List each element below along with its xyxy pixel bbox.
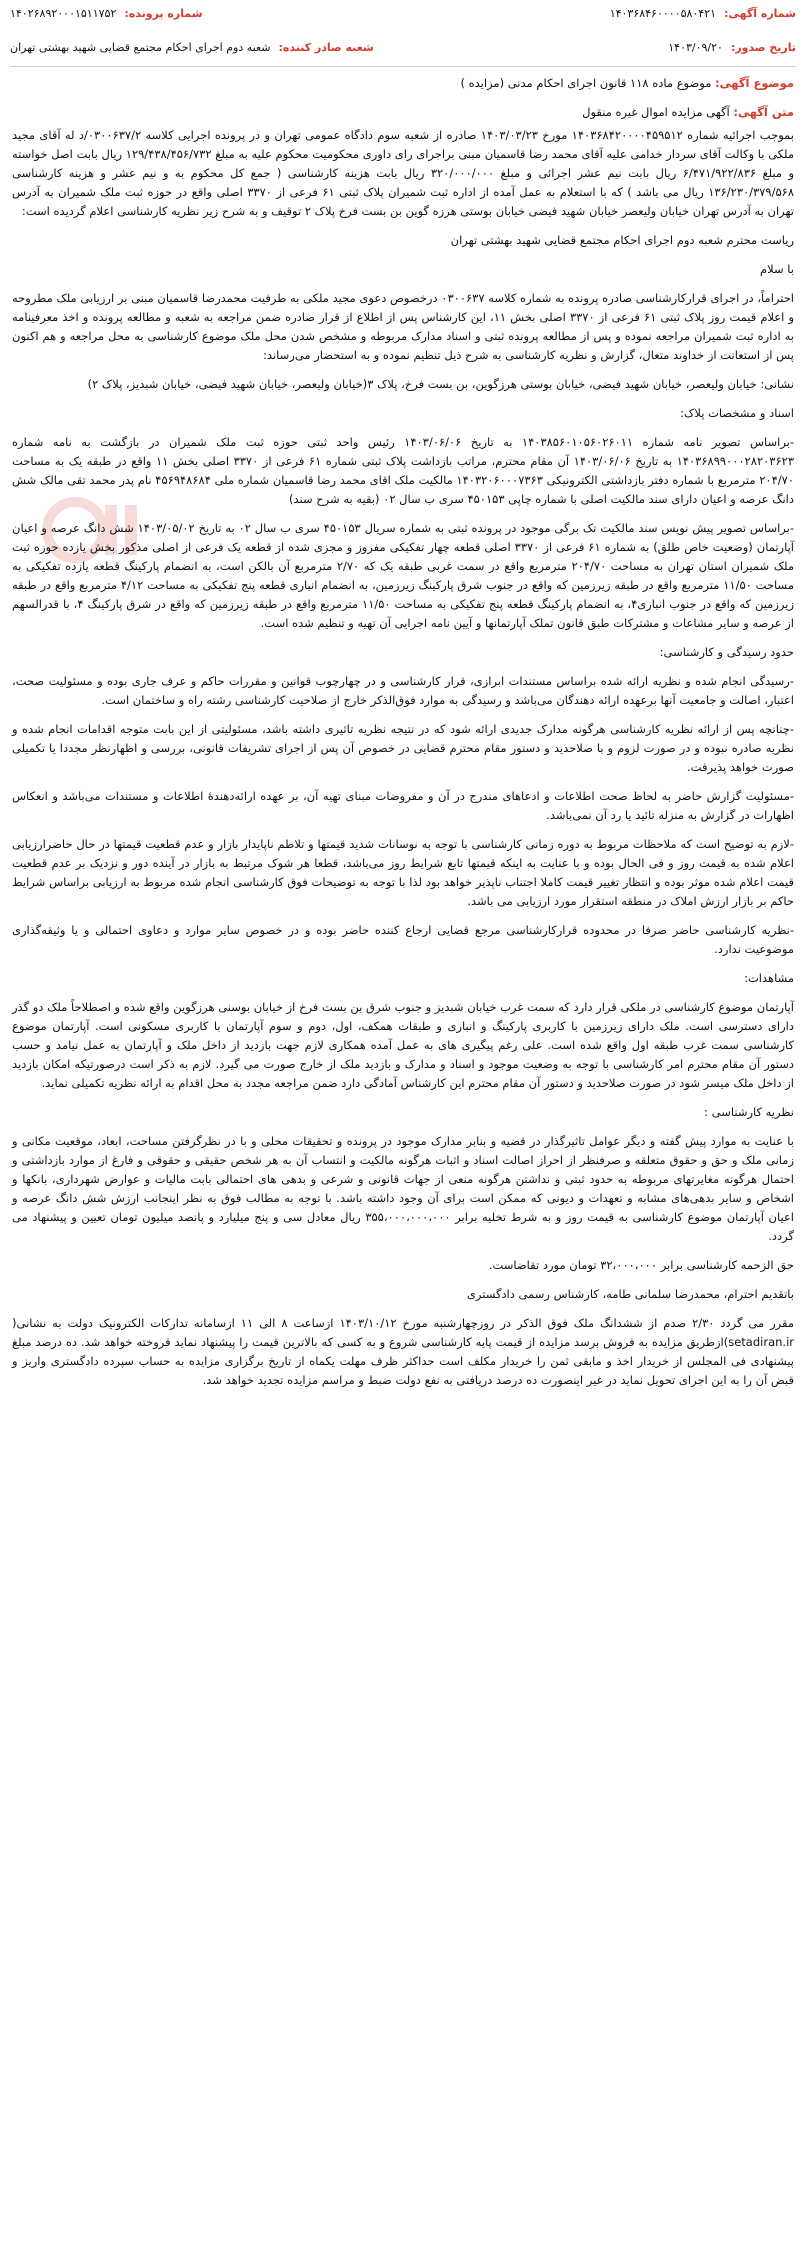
paragraph-observations: آپارتمان موضوع کارشناسی در ملکی قرار دارد که سمت غرب خیابان شبدیز و جنوب شرق بن بست فرخ از خیابان بوسنی هرزگوین واقع شده و اصطلاحاً ملک دو گذر دارای دسترسی است. ملک دارای زیرزمین با کاربری پارکینگ و انباری و طبقات همکف، اول، دوم و سوم آپارتمان با کاربری مسکونی است. آپارتمان موضوع کارشناسی سمت غرب طبقه اول واقع شده است. علی رغم پیگیری های به عمل آمده همکاری لازم جهت بازدید از داخل ملک و آپارتمان به عمل نیامد و حسب دستور آن مقام محترم امر کارشناسی با توجه به وضعیت موجود و اسناد و مدارک و بازدید ملک از خارج صورت می گیرد. لازم به ذکر است درصورتیکه امکان بازدید از داخل ملک میسر شود در صورت صلاحدید و دستور آن مقام محترم این کارشناس آمادگی دارد ضمن مراجعه مجدد به محل اقدام به ارائه نظریه تکمیلی نماید. bbox=[12, 1000, 794, 1090]
case-number: ۱۴۰۲۶۸۹۲۰۰۰۱۵۱۱۷۵۲ bbox=[10, 7, 117, 20]
paragraph-scope-3: -مسئولیت گزارش حاضر به لحاظ صحت اطلاعات و ادعاهای مندرج در آن و مفروضات مبنای تهیه آن، بر عهده ارائه‌دهندهٔ اطلاعات و مستندات می‌باشد و انعکاس اظهارات در گزارش به منزله تائید یا رد آن نمی‌باشد. bbox=[12, 789, 794, 822]
paragraph-document-1: -براساس تصویر نامه شماره ۱۴۰۳۸۵۶۰۱۰۵۶۰۲۶۰۱۱ به تاریخ ۱۴۰۳/۰۶/۰۶ رئیس واحد ثبتی حوزه ثبت ملک شمیران در بازگشت به نامه شماره ۱۴۰۳۶۸۹۹۰۰۰۲۸۲۰۳۶۲۳ به تاریخ ۱۴۰۳/۰۶/۰۶ آن مقام محترم، مراتب بازداشت پلاک ثبتی شماره ۶۱ فرعی از ۳۳۷۰ اصلی بخش ۱۱ واقع در طبقه یک به مساحت ۲۰۴/۷۰ مترمربع با شماره دفتر بازداشتی الکترونیکی ۱۴۰۳۲۰۶۰۰۰۷۳۶۳ مالکیت ملک اقای محمد رضا قاسمیان شماره ملی ۴۵۶۹۴۸۶۸۴ نام پدر محمد تقی مالک شش دانگ عرصه و اعیان دارای سند مالکیت اصلی با شماره چاپی ۴۵۰۱۵۳ سری ب سال ۰۲ (بقیه به شرح سند) bbox=[12, 435, 795, 506]
header-divider bbox=[10, 66, 796, 67]
paragraph-auction: مقرر می گردد ۲/۳۰ صدم از ششدانگ ملک فوق الذکر در روزچهارشنبه مورخ ۱۴۰۳/۱۰/۱۲ ازساعت ۸ الی ۱۱ ازسامانه تدارکات الکترونیک دولت به نشانی( setadiran.ir)ازطریق مزایده به فروش برسد مزایده از قیمت پایه کارشناسی شروع و به کسی که بالاترین قیمت را پیشنهاد نماید فروخته خواهد شد. ده درصد مبلغ پیشنهادی فی المجلس از خریدار اخذ و مابقی ثمن را خریدار مکلف است حداکثر ظرف مهلت یکماه از تاریخ برگزاری مزایده به حساب سپرده دادگستری واریز و قبض آن را به این اجرای تحویل نماید در غیر اینصورت ده درصد دریافتی به نفع دولت ضبط و مراسم مزایده تجدید خواهد شد. bbox=[12, 1316, 794, 1387]
subject-label: موضوع آگهی: bbox=[715, 76, 794, 90]
heading-scope: حدود رسیدگی و کارشناسی: bbox=[659, 645, 794, 659]
heading-documents: اسناد و مشخصات پلاک: bbox=[680, 406, 794, 420]
ad-header bbox=[10, 0, 796, 60]
paragraph-scope-2: -چنانچه پس از ارائه نظریه کارشناسی هرگونه مدارک جدیدی ارائه شود که در نتیجه نظریه تاثیری داشته باشد، مسئولیتی از این بابت متوجه اقدامات انجام شده و نظریه صادره نبوده و در صورت لزوم و با صلاحدید و دستور مقام محترم قضایی در خصوص آن پس از اجرای تشریفات قانونی، بررسی و اظهارنظر مجددا یا تکمیلی صورت خواهد پذیرفت. bbox=[12, 722, 794, 774]
paragraph-opinion: با عنایت به موارد پیش گفته و دیگر عوامل تاثیرگذار در قضیه و بنابر مدارک موجود در پرونده و تحقیقات محلی و با در نظرگرفتن مساحت، ابعاد، موقعیت مکانی و زمانی ملک و حق و حقوق متعلقه و صرفنظر از احراز اصالت اسناد و اثبات هرگونه مالکیت و انتساب آن به هر شخص حقیقی و حقوقی و فارغ از موارد بازداشتی و احتمال هرگونه مغایرتهای مربوطه به حدود ثبتی و نداشتن هرگونه منعی از جهات قانونی و شرعی و بدهی های احتمالی بابت مالیات و عوارض شهرداری، بانکها و اشخاص و سایر بدهی‌های مشابه و تعهدات و دیونی که ممکن است برای آن وجود داشته باشد. با توجه به مطالب فوق به نظر اینجانب ارزش شش دانگ عرصه و اعیان آپارتمان موضوع کارشناسی به قیمت روز و به شرط تخلیه برابر ۳۵۵،۰۰۰،۰۰۰،۰۰۰ ریال معادل سی و پنج میلیارد و پانصد میلیون تومان تعیین و پیشنهاد می گردد. bbox=[12, 1134, 794, 1243]
issue-date-row bbox=[668, 38, 796, 58]
paragraph-greeting: با سلام bbox=[760, 262, 794, 276]
paragraph-scope-4: -لازم به توضیح است که ملاحظات مربوط به دوره زمانی کارشناسی با توجه به نوسانات شدید قیمتها و تلاطم ناپایدار بازار و عدم قطعیت قیمتها در حال حاضرارزیابی اعلام شده به قیمت روز و فی الحال بوده و با عنایت به اینکه قیمتها تابع شرایط روز می‌باشد، قطعا هر شوک مرتبط به بازار در آینده دور و نزدیک بر عدم قطعیت قیمت اعلام شده موثر بوده و انتظار تغییر قیمت کاملا اجتناب ناپذیر خواهد بود لذا با توجه به توضیحات فوق کارشناسی انجام شده مربوط به ارزیابی براساس شرایط حاکم بر بازار ارزش املاک در منطقه استقرار مورد ارزیابی می باشد. bbox=[12, 837, 794, 908]
branch-row bbox=[10, 38, 374, 58]
heading-observations: مشاهدات: bbox=[744, 971, 794, 985]
issue-date-label: تاریخ صدور: bbox=[730, 41, 796, 54]
subject-text: موضوع ماده ۱۱۸ قانون اجرای احکام مدنی (مزایده ) bbox=[460, 76, 712, 90]
paragraph-fee: حق الزحمه کارشناسی برابر ۳۲،۰۰۰،۰۰۰ تومان مورد تقاضاست. bbox=[488, 1258, 794, 1272]
paragraph-scope-5: -نظریه کارشناسی حاضر صرفا در محدوده قرارکارشناسی مرجع قضایی ارجاع کننده حاضر بوده و در خصوص سایر موارد و دعاوی احتمالی و یا وثیقه‌گذاری موضوعیت ندارد. bbox=[12, 923, 794, 956]
paragraph-addressee: ریاست محترم شعبه دوم اجرای احکام مجتمع قضایی شهید بهشتی تهران bbox=[450, 233, 794, 247]
paragraph-document-2: -براساس تصویر پیش نویس سند مالکیت تک برگی موجود در پرونده ثبتی به شماره سریال ۴۵۰۱۵۳ سری ب سال ۰۲ به تاریخ ۱۴۰۳/۰۵/۰۲ شش دانگ عرصه و اعیان آپارتمان (وضعیت خاص طلق) به شماره ۶۱ فرعی از ۳۳۷۰ اصلی قطعه چهار تفکیکی مفروز و مجزی شده از قطعه یک فرعی از اصلی مذکور بخش یازده حوزه ثبت ملک شمیران استان تهران به مساحت ۲۰۴/۷۰ مترمربع واقع در سمت غربی طبقه یک که ۲/۷۰ مترمربع آن بالکن است، به انضمام پارکینگ قطعه یازده تفکیکی به مساحت ۱۱/۵۰ مترمربع واقع در طبقه زیرزمین که واقع در جنوب شرق پارکینگ زیرزمین، به انضمام انباری قطعه پنج تفکیکی به مساحت ۴/۱۲ مترمربع واقع در طبقه زیرزمین که واقع در جنوب انباری۴، به انضمام پارکینگ قطعه پنج تفکیکی به مساحت ۱۱/۵۰ مترمربع واقع در طبقه زیرزمین که واقع در شرق پارکینگ ۴، با قدرالسهم از عرصه و سایر مشاعات و مشترکات طبق قانون تملک آپارتمانها و آیین نامه اجرایی آن تهیه و تنظیم شده است. bbox=[12, 521, 795, 630]
case-number-label: شماره پرونده: bbox=[124, 7, 203, 20]
issue-date: ۱۴۰۳/۰۹/۲۰ bbox=[668, 41, 723, 54]
branch-label: شعبه صادر کننده: bbox=[278, 41, 374, 54]
heading-opinion: نظریه کارشناسی : bbox=[704, 1105, 794, 1119]
text-title: آگهی مزایده اموال غیره منقول bbox=[582, 105, 730, 119]
paragraph-signature: باتقدیم احترام، محمدرضا سلمانی طامه، کارشناس رسمی دادگستری bbox=[466, 1287, 794, 1301]
paragraph-scope-1: -رسیدگی انجام شده و نظریه ارائه شده براساس مستندات ابرازی، قرار کارشناسی و در چهارچوب قوانین و مقررات حاکم و عرف جاری بوده و مسئولیت صحت، اعتبار، اصالت و جامعیت آنها برعهده ارائه دهندگان می‌باشد و رسیدگی به موارد فوق‌الذکر خارج از صلاحیت کارشناسی رشته راه و ساختمان است. bbox=[12, 674, 794, 707]
subject-line bbox=[12, 74, 794, 93]
paragraph-intro: احتراماً، در اجرای قرارکارشناسی صادره پرونده به شماره کلاسه ۰۳۰۰۶۳۷ درخصوص دعوی مجید ملکی به طرفیت محمدرضا قاسمیان مبنی بر ارزیابی ملک مطروحه و اعلام قیمت روز پلاک ثبتی ۶۱ فرعی از ۳۳۷۰ اصلی بخش ۱۱، این کارشناس پس از اطلاع از قرار صادره ضمن مراجعه به شعبه و مطالعه پرونده و اخذ معرفینامه به اداره ثبت شمیران مراجعه نموده و پس از مطالعه پرونده ثبتی و اسناد مدارک مربوطه و مشخص شدن محل ملک موضوع کارشناسی به محل مراجعه و هم اکنون پس از استعانت از خداوند متعال، گزارش و نظریه کارشناسی به شرح ذیل تنظیم نموده و به استحضار می‌رساند: bbox=[12, 291, 795, 362]
paragraph-address: نشانی: خیابان ولیعصر، خیابان شهید فیضی، خیابان بوستی هرزگوین، بن بست فرخ، پلاک ۳(خیابان ولیعصر، خیابان شهید فیضی، خیابان شبدیز، پلاک ۲) bbox=[87, 377, 794, 391]
ad-body bbox=[12, 74, 794, 1400]
ad-number-label: شماره آگهی: bbox=[724, 7, 796, 20]
ad-number-row bbox=[610, 4, 796, 24]
case-number-row bbox=[10, 4, 203, 24]
text-label-line bbox=[12, 103, 794, 122]
paragraph-writ: بموجب اجرائیه شماره ۱۴۰۳۶۸۴۲۰۰۰۰۴۵۹۵۱۲ مورخ ۱۴۰۳/۰۳/۲۳ صادره از شعبه سوم دادگاه عمومی تهران و در پرونده اجرایی کلاسه ۰۳۰۰۶۳۷/۲/د له آقای مجید ملکی با وکالت آقای سردار خدامی علیه آقای محمد رضا قاسمیان مبنی براجرای رای داوری محکومیت محکوم علیه به مبلغ ۱۲۹/۴۳۸/۴۵۶/۷۳۲ ریال بابت اصل خواسته و مبلغ ۶/۴۷۱/۹۲۲/۸۳۶ ریال بابت نیم عشر اجرائی و مبلغ ۳۲۰/۰۰۰/۰۰۰ ریال بابت هزینه کارشناسی ( جمع کل محکوم به و نیم عشر و هزینه کارشناسی ۱۳۶/۲۳۰/۳۷۹/۵۶۸ ریال می باشد ) که با استعلام به عمل آمده از اداره ثبت شمیران پلاک ثبتی ۶۱ فرعی از ۳۳۷۰ اصلی واقع در حوزه ثبت ملک شمیران به آدرس تهران به آدرس تهران خیابان ولیعصر خیابان شهید فیضی خیابان بوستی هرزه گوین بن بست فرخ پلاک ۲ توقیف و به شرح زیر نظریه کارشناسی اعلام گردیده است: bbox=[12, 128, 794, 218]
text-label: متن آگهی: bbox=[733, 105, 794, 119]
branch: شعبه دوم اجرای احکام مجتمع قضایی شهید بهشتی تهران bbox=[10, 41, 271, 54]
ad-number: ۱۴۰۳۶۸۴۶۰۰۰۰۵۸۰۴۲۱ bbox=[609, 7, 717, 20]
